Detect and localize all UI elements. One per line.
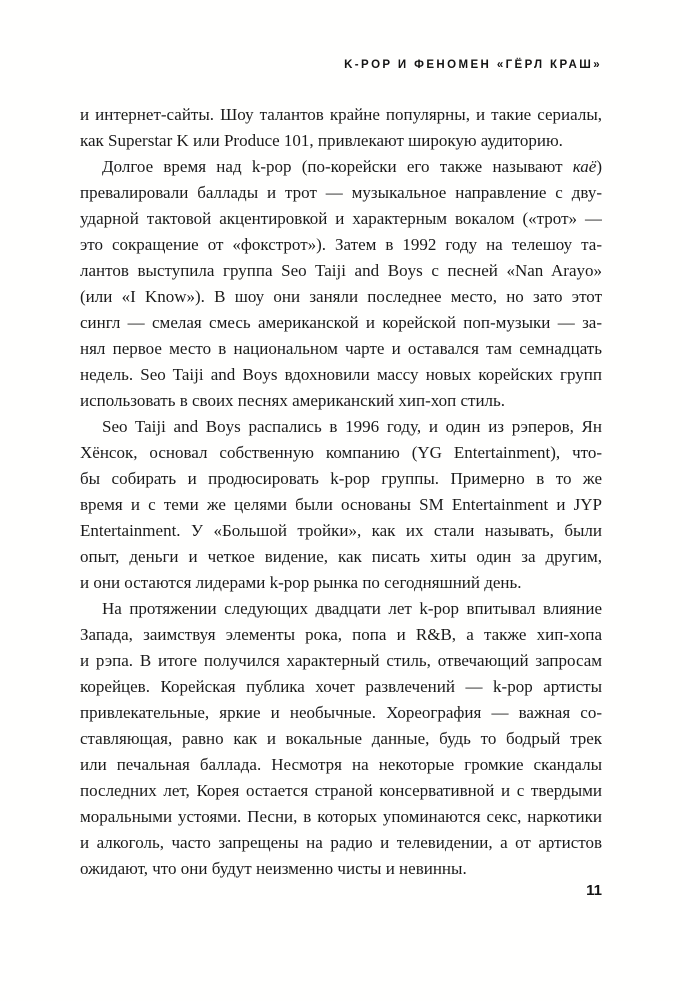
paragraph [80, 414, 602, 596]
text-line: Хёнсок, основал собственную компанию (YG Entertainment), что- [80, 443, 602, 462]
text-line: ударной тактовой акцентировкой и характерным вокалом («трот» — [80, 209, 602, 228]
text-line: корейцев. Корейская публика хочет развлечений — k-pop артисты [80, 677, 602, 696]
text-line: недель. Seo Taiji and Boys вдохновили массу новых корейских групп [80, 365, 602, 384]
text-line: Запада, заимствуя элементы рока, попа и R&B, а также хип-хопа [80, 625, 602, 644]
text-line: Долгое время над k-pop (по-корейски его также называют каё) [102, 157, 602, 176]
text-line: и алкоголь, часто запрещены на радио и телевидении, а от артистов [80, 833, 602, 852]
text-line: сингл — смелая смесь американской и корейской поп-музыки — за- [80, 313, 602, 332]
text-line: превалировали баллады и трот — музыкальное направление с дву- [80, 183, 602, 202]
text-line: использовать в своих песнях американский хип-хоп стиль. [80, 391, 506, 410]
paragraph [80, 102, 602, 154]
text-line: опыт, деньги и четкое видение, как писать хиты один за другим, [80, 547, 602, 566]
text-line: лантов выступила группа Seo Taiji and Boys с песней «Nan Arayo» [80, 261, 602, 280]
text-line: нял первое место в национальном чарте и оставался там семнадцать [80, 339, 602, 358]
text-line: и интернет-сайты. Шоу талантов крайне популярны, и такие сериалы, [80, 105, 602, 124]
paragraph [80, 154, 602, 414]
text-line: бы собирать и продюсировать k-pop группы. Примерно в то же [80, 469, 602, 488]
text-line: На протяжении следующих двадцати лет k-pop впитывал влияние [102, 599, 602, 618]
paragraph [80, 596, 602, 882]
text-line: ставляющая, равно как и вокальные данные, будь то бодрый трек [80, 729, 602, 748]
text-line: время и с теми же целями были основаны SM Entertainment и JYP [80, 495, 602, 514]
running-header: K-POP И ФЕНОМЕН «ГЁРЛ КРАШ» [344, 59, 602, 71]
text-line: и рэпа. В итоге получился характерный стиль, отвечающий запросам [80, 651, 602, 670]
text-line: (или «I Know»). В шоу они заняли последнее место, но зато этот [80, 287, 602, 306]
text-line: как Superstar K или Produce 101, привлекают широкую аудиторию. [80, 131, 563, 150]
body-text [80, 102, 602, 882]
text-line: ожидают, что они будут неизменно чисты и невинны. [80, 859, 467, 878]
text-line: или печальная баллада. Несмотря на некоторые громкие скандалы [80, 755, 602, 774]
text-line: Entertainment. У «Большой тройки», как их стали называть, были [80, 521, 602, 540]
page-number: 11 [586, 882, 602, 899]
text-line: моральными устоями. Песни, в которых упоминаются секс, наркотики [80, 807, 602, 826]
text-line: это сокращение от «фокстрот»). Затем в 1992 году на телешоу та- [80, 235, 602, 254]
text-line: привлекательные, яркие и необычные. Хореография — важная со- [80, 703, 602, 722]
text-line: Seo Taiji and Boys распались в 1996 году, и один из рэперов, Ян [102, 417, 602, 436]
text-line: последних лет, Корея остается страной консервативной и с твердыми [80, 781, 602, 800]
text-line: и они остаются лидерами k-pop рынка по сегодняшний день. [80, 573, 522, 592]
